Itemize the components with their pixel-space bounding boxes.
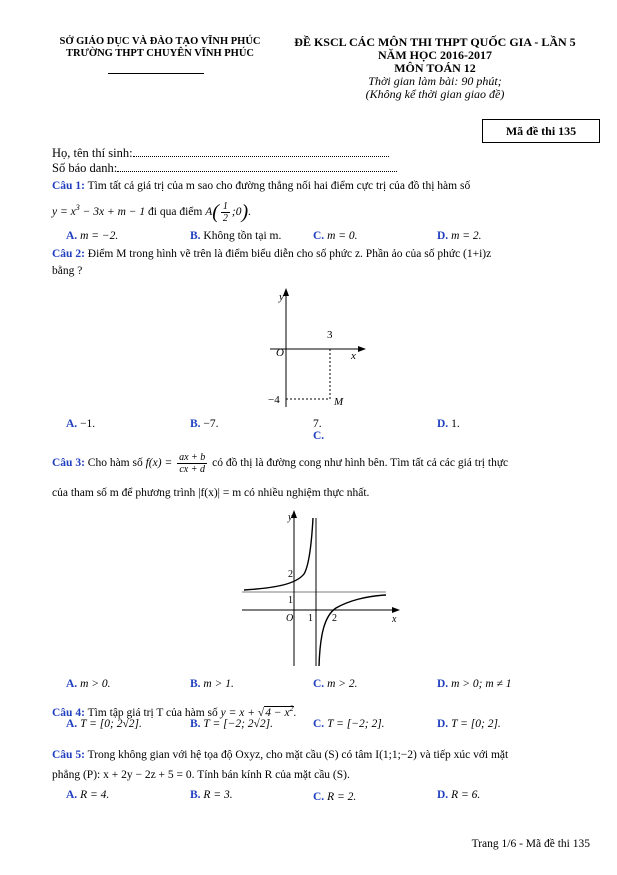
question-1-label: Câu 1: <box>52 180 85 192</box>
question-3 <box>52 452 572 475</box>
question-1-line2 <box>52 199 572 224</box>
q4-option-a[interactable]: A. T = [0; 2√2]. <box>66 718 142 730</box>
origin-label: O <box>276 347 284 359</box>
q3-option-d[interactable]: D. m > 0; m ≠ 1 <box>437 678 512 690</box>
student-name-label: Họ, tên thí sinh: <box>52 146 133 160</box>
student-name-line <box>52 146 389 161</box>
question-4-function: $y = x + √4 - x^2$. <box>220 704 297 719</box>
q1-option-c[interactable]: C. m = 0. <box>313 230 358 242</box>
question-5-text: Trong không gian với hệ tọa độ Oxyz, cho mặt cầu (S) có tâm I(1;1;−2) và tiếp xúc với mặt <box>87 749 509 761</box>
x-label: x <box>392 614 397 625</box>
right-branch <box>319 595 386 666</box>
question-1-point: A( $\frac{1}{2}$ ;0). <box>205 200 252 224</box>
question-2-label: Câu 2: <box>52 248 85 260</box>
duration-note: (Không kể thời gian giao đề) <box>365 87 505 101</box>
question-5-label: Câu 5: <box>52 749 85 761</box>
point-m-label: M <box>334 396 344 408</box>
department-name: SỞ GIÁO DỤC VÀ ĐÀO TẠO VĨNH PHÚC <box>59 36 261 47</box>
exam-code-box: Mã đề thi 135 <box>482 119 600 143</box>
question-3-text: có đồ thị là đường cong như hình bên. Tìm tất cả các giá trị thực <box>212 457 509 470</box>
q5-option-c[interactable]: C. R = 2. <box>313 791 357 803</box>
q2-option-d[interactable]: D. 1. <box>437 418 460 430</box>
tick-y-1: 1 <box>288 595 293 606</box>
tick-y-2: 2 <box>288 569 293 580</box>
question-2 <box>52 246 572 263</box>
q4-option-b[interactable]: B. T = [−2; 2√2]. <box>190 718 273 730</box>
q2-option-b[interactable]: B. −7. <box>190 418 219 430</box>
q1-option-b[interactable]: B. Không tồn tại m. <box>190 230 282 242</box>
q1-option-d[interactable]: D. m = 2. <box>437 230 482 242</box>
student-name-field <box>133 146 389 157</box>
question-2-text: Điểm M trong hình vẽ trên là điểm biểu diễn cho số phức z. Phần ảo của số phức (1+i)z <box>87 248 492 260</box>
tick-x-1: 1 <box>308 613 313 624</box>
question-5-line2: phẳng (P): x + 2y − 2z + 5 = 0. Tính bán kính R của mặt cầu (S). <box>52 769 350 781</box>
header-left <box>40 36 280 60</box>
school-name: TRƯỜNG THPT CHUYÊN VĨNH PHÚC <box>65 48 255 59</box>
question-3-function: f(x) = $\frac{ax + b}{cx + d}$ <box>145 452 206 475</box>
q5-option-a[interactable]: A. R = 4. <box>66 789 110 801</box>
tick-y-neg4: −4 <box>268 394 280 406</box>
question-1 <box>52 178 572 195</box>
q1-option-a[interactable]: A. m = −2. <box>66 230 119 242</box>
x-label: x <box>351 350 356 362</box>
q5-option-d[interactable]: D. R = 6. <box>437 789 481 801</box>
q3-option-a[interactable]: A. m > 0. <box>66 678 111 690</box>
q2-option-c[interactable]: 7. C. <box>313 418 325 442</box>
student-id-line <box>52 161 397 176</box>
question-1-text: Tìm tất cả giá trị của m sao cho đường thẳng nối hai điểm cực trị của đồ thị hàm số <box>87 180 471 192</box>
duration: Thời gian làm bài: 90 phút; <box>368 74 502 88</box>
question-5 <box>52 747 572 764</box>
x-axis-arrow <box>358 346 366 352</box>
exam-title: ĐỀ KSCL CÁC MÔN THI THPT QUỐC GIA - LẦN 5 <box>294 35 576 49</box>
student-id-field <box>117 161 397 172</box>
q4-option-c[interactable]: C. T = [−2; 2]. <box>313 718 385 730</box>
tick-x-3: 3 <box>327 329 333 341</box>
school-year: NĂM HỌC 2016-2017 <box>378 48 492 62</box>
y-label: y <box>288 512 293 523</box>
question-3-text-pre: Cho hàm số <box>87 457 143 470</box>
y-axis-arrow <box>283 288 289 296</box>
origin-label: O <box>286 613 294 624</box>
function-graph <box>236 506 406 670</box>
question-1-text2: đi qua điểm <box>148 205 203 218</box>
tick-x-2: 2 <box>332 613 337 624</box>
left-branch <box>244 518 313 590</box>
question-4-text: Tìm tập giá trị T của hàm số <box>87 706 218 719</box>
student-id-label: Số báo danh: <box>52 161 118 175</box>
question-3-label: Câu 3: <box>52 457 85 470</box>
q3-option-b[interactable]: B. m > 1. <box>190 678 234 690</box>
header-right <box>280 36 590 101</box>
page-footer: Trang 1/6 - Mã đề thi 135 <box>471 838 590 850</box>
y-label: y <box>279 291 284 303</box>
question-4-label: Câu 4: <box>52 706 85 719</box>
question-3-line2: của tham số m để phương trình |f(x)| = m có nhiều nghiệm thực nhất. <box>52 487 370 499</box>
q5-option-b[interactable]: B. R = 3. <box>190 789 233 801</box>
question-1-function: $y = x^3 - 3x + m - 1$ <box>52 203 146 218</box>
q3-option-c[interactable]: C. m > 2. <box>313 678 358 690</box>
subject: MÔN TOÁN 12 <box>394 61 476 75</box>
x-axis-arrow <box>392 607 400 613</box>
question-2-line2: bằng ? <box>52 265 83 277</box>
header-divider <box>108 73 204 74</box>
q4-option-d[interactable]: D. T = [0; 2]. <box>437 718 501 730</box>
complex-plane-graph <box>262 285 372 415</box>
q2-option-a[interactable]: A. −1. <box>66 418 96 430</box>
